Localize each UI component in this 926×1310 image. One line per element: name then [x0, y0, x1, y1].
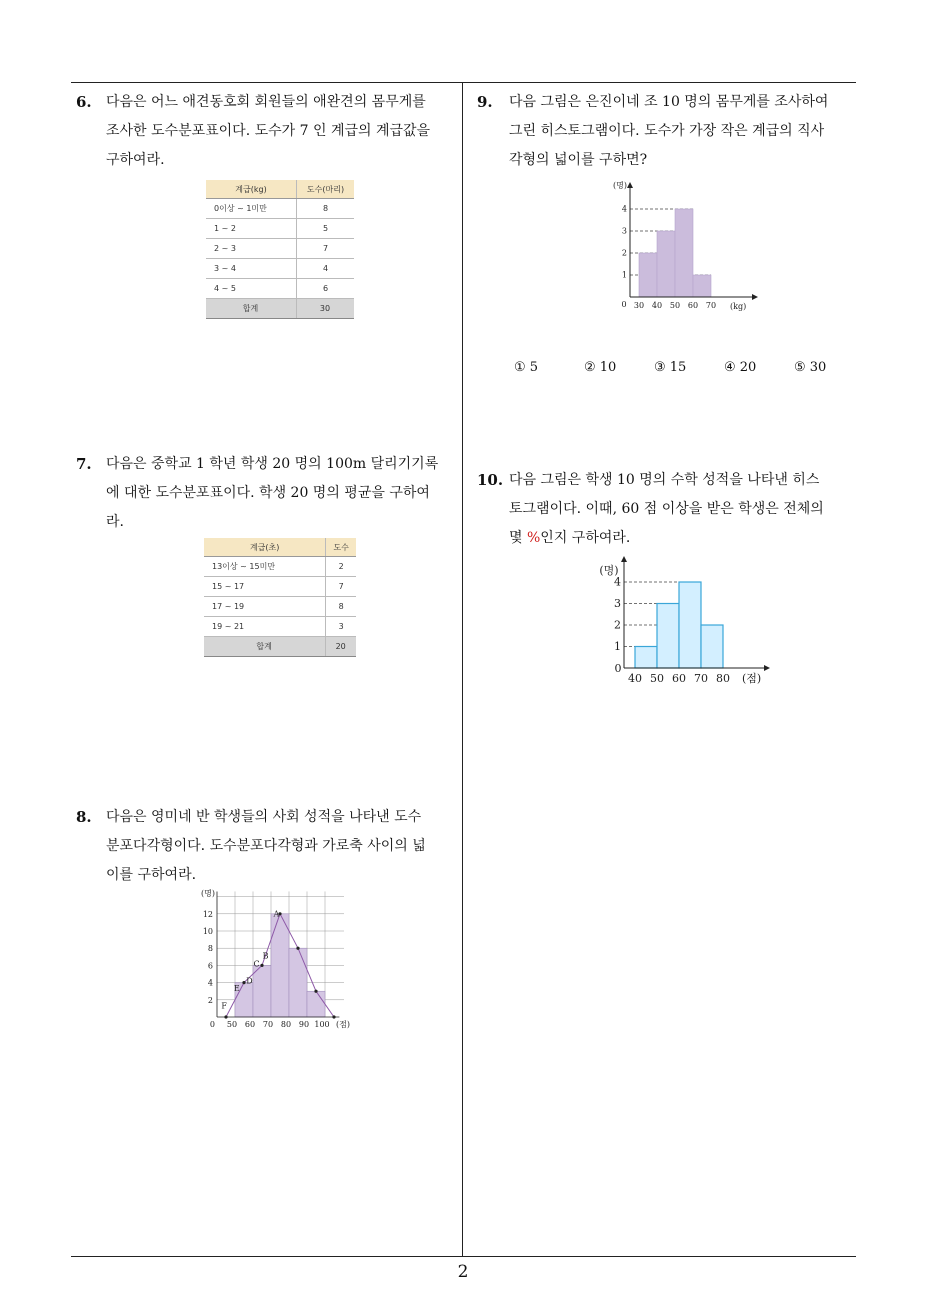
table-header: 계급(초) [204, 538, 326, 557]
y-axis-arrow [627, 182, 633, 188]
page-number: 2 [457, 1262, 469, 1282]
x-tick-label: 60 [244, 1020, 256, 1029]
question-line: 다음 그림은 학생 10 명의 수학 성적을 나타낸 히스 [509, 472, 820, 488]
table-row [204, 617, 356, 637]
x-tick-label: 70 [694, 672, 708, 685]
histogram-bar [253, 965, 271, 1017]
question-line: 다음은 영미네 반 학생들의 사회 성적을 나타낸 도수 [106, 809, 422, 825]
answer-choices [514, 360, 854, 380]
point-label: A [273, 909, 280, 919]
table-row [206, 259, 354, 279]
table-cell: 5 [296, 219, 354, 239]
question-line [509, 524, 861, 553]
y-tick-label: 3 [614, 597, 621, 611]
x-tick-label: 50 [650, 672, 664, 685]
table-cell: 15 ~ 17 [204, 577, 326, 597]
point-label: F [221, 1001, 227, 1011]
histogram-bar [657, 604, 679, 669]
x-axis-label: (점) [742, 672, 762, 685]
choice-2[interactable]: ② 10 [584, 360, 617, 375]
y-tick-label: 12 [202, 909, 213, 919]
histogram-bar [701, 625, 723, 668]
histogram-bar [639, 253, 657, 297]
column-divider [462, 82, 463, 1256]
table-cell: 3 ~ 4 [206, 259, 296, 279]
x-tick-label: 80 [716, 672, 730, 685]
table-header: 도수 [326, 538, 356, 557]
histogram-score-chart [592, 552, 782, 690]
table-cell: 30 [296, 299, 354, 319]
origin-label: 0 [209, 1020, 215, 1029]
question-number: 8. [76, 808, 92, 826]
table-row [206, 279, 354, 299]
choice-3[interactable]: ③ 15 [654, 360, 687, 375]
question-line: 라. [106, 514, 124, 530]
table-cell: 0이상 ~ 1미만 [206, 199, 296, 219]
choice-1[interactable]: ① 5 [514, 360, 539, 375]
y-tick-label: 3 [621, 226, 627, 236]
percent-symbol: % [526, 530, 541, 546]
table-header: 계급(kg) [206, 180, 296, 199]
question-line: 다음은 어느 애견동호회 회원들의 애완견의 몸무게를 [106, 94, 426, 110]
table-cell: 13이상 ~ 15미만 [204, 557, 326, 577]
table-cell: 2 ~ 3 [206, 239, 296, 259]
table-row [206, 219, 354, 239]
table-cell: 합계 [206, 299, 296, 319]
histogram-bar [307, 991, 325, 1017]
question-line: 다음 그림은 은진이네 조 10 명의 몸무게를 조사하여 [509, 94, 829, 110]
table-cell: 4 [296, 259, 354, 279]
question-line: 구하여라. [106, 152, 165, 168]
table-row [206, 239, 354, 259]
x-tick-label: 90 [298, 1020, 310, 1029]
y-tick-label: 2 [207, 995, 213, 1005]
y-tick-label: 4 [621, 204, 627, 214]
table-cell: 3 [326, 617, 356, 637]
question-line: 각형의 넓이를 구하면? [509, 152, 648, 168]
question-text: 인지 구하여라. [540, 530, 631, 546]
frequency-table-q7 [204, 538, 356, 657]
frequency-table-q6 [206, 180, 354, 319]
point-label: D [246, 976, 253, 986]
y-tick-label: 8 [207, 944, 213, 954]
table-total-row [204, 637, 356, 657]
question-number: 10. [477, 471, 504, 489]
x-tick-label: 60 [687, 301, 699, 310]
x-tick-label: 70 [262, 1020, 274, 1029]
question-line: 다음은 중학교 1 학년 학생 20 명의 100m 달리기기록 [106, 456, 439, 472]
polygon-point [260, 964, 263, 967]
table-row [204, 557, 356, 577]
question-number: 6. [76, 93, 92, 111]
histogram-bar [635, 647, 657, 669]
histogram-bar [657, 231, 675, 297]
frequency-polygon-chart [195, 884, 365, 1034]
y-tick-label: 1 [621, 270, 627, 280]
x-tick-label: 80 [280, 1020, 292, 1029]
y-tick-label: 4 [207, 978, 213, 988]
point-label: B [262, 951, 269, 961]
y-axis-arrow [621, 556, 627, 562]
x-tick-label: 60 [672, 672, 686, 685]
y-axis-label: (명) [201, 889, 215, 898]
question-line: 조사한 도수분포표이다. 도수가 7 인 계급의 계급값을 [106, 123, 431, 139]
y-tick-label: 6 [207, 961, 213, 971]
question-line: 에 대한 도수분포표이다. 학생 20 명의 평균을 구하여 [106, 485, 430, 501]
x-tick-label: 40 [651, 301, 663, 310]
choice-4[interactable]: ④ 20 [724, 360, 757, 375]
y-tick-label: 2 [614, 618, 621, 632]
table-cell: 4 ~ 5 [206, 279, 296, 299]
x-tick-label: 40 [628, 672, 642, 685]
histogram-weight-chart [600, 176, 770, 318]
table-cell: 7 [296, 239, 354, 259]
origin-label: 0 [614, 662, 622, 675]
table-row [204, 597, 356, 617]
question-number: 7. [76, 455, 92, 473]
question-line: 분포다각형이다. 도수분포다각형과 가로축 사이의 넓 [106, 838, 426, 854]
polygon-point [314, 990, 317, 993]
y-tick-label: 1 [614, 640, 621, 654]
table-cell: 20 [326, 637, 356, 657]
question-line: 토그램이다. 이때, 60 점 이상을 받은 학생은 전체의 [509, 501, 824, 517]
question-8 [76, 803, 456, 893]
table-cell: 8 [296, 199, 354, 219]
polygon-point [296, 947, 299, 950]
x-tick-label: 100 [314, 1020, 330, 1029]
table-row [206, 199, 354, 219]
histogram-bar [271, 914, 289, 1017]
table-row [204, 577, 356, 597]
x-axis-arrow [764, 665, 770, 671]
table-cell: 합계 [204, 637, 326, 657]
x-axis-arrow [752, 294, 758, 300]
top-rule [71, 82, 856, 83]
table-cell: 19 ~ 21 [204, 617, 326, 637]
y-tick-label: 10 [202, 927, 213, 936]
histogram-bar [289, 948, 307, 1017]
bottom-rule [71, 1256, 856, 1257]
table-cell: 1 ~ 2 [206, 219, 296, 239]
x-axis-label: (kg) [730, 302, 747, 311]
table-header: 도수(마리) [296, 180, 354, 199]
question-text: 몇 [509, 530, 527, 546]
question-10 [477, 466, 862, 556]
x-tick-label: 50 [226, 1020, 238, 1029]
question-7 [76, 450, 456, 540]
question-line: 이를 구하여라. [106, 867, 197, 883]
x-tick-label: 70 [705, 301, 717, 310]
y-axis-label: (명) [613, 181, 627, 190]
polygon-point [242, 981, 245, 984]
x-tick-label: 50 [669, 301, 681, 310]
table-cell: 8 [326, 597, 356, 617]
histogram-bar [693, 275, 711, 297]
choice-5[interactable]: ⑤ 30 [794, 360, 827, 375]
question-line: 그린 히스토그램이다. 도수가 가장 작은 계급의 직사 [509, 123, 825, 139]
table-cell: 2 [326, 557, 356, 577]
point-label: C [253, 959, 260, 969]
point-label: E [233, 984, 240, 994]
origin-label: 0 [621, 300, 627, 309]
histogram-bar [679, 582, 701, 668]
question-number: 9. [477, 93, 493, 111]
table-total-row [206, 299, 354, 319]
table-cell: 17 ~ 19 [204, 597, 326, 617]
table-cell: 6 [296, 279, 354, 299]
y-tick-label: 2 [621, 248, 627, 258]
table-cell: 7 [326, 577, 356, 597]
y-tick-label: 4 [614, 575, 621, 589]
x-tick-label: 30 [633, 301, 645, 310]
question-9 [477, 88, 862, 178]
y-axis-label: (명) [599, 564, 619, 577]
histogram-bar [675, 209, 693, 297]
x-axis-label: (점) [336, 1020, 350, 1029]
